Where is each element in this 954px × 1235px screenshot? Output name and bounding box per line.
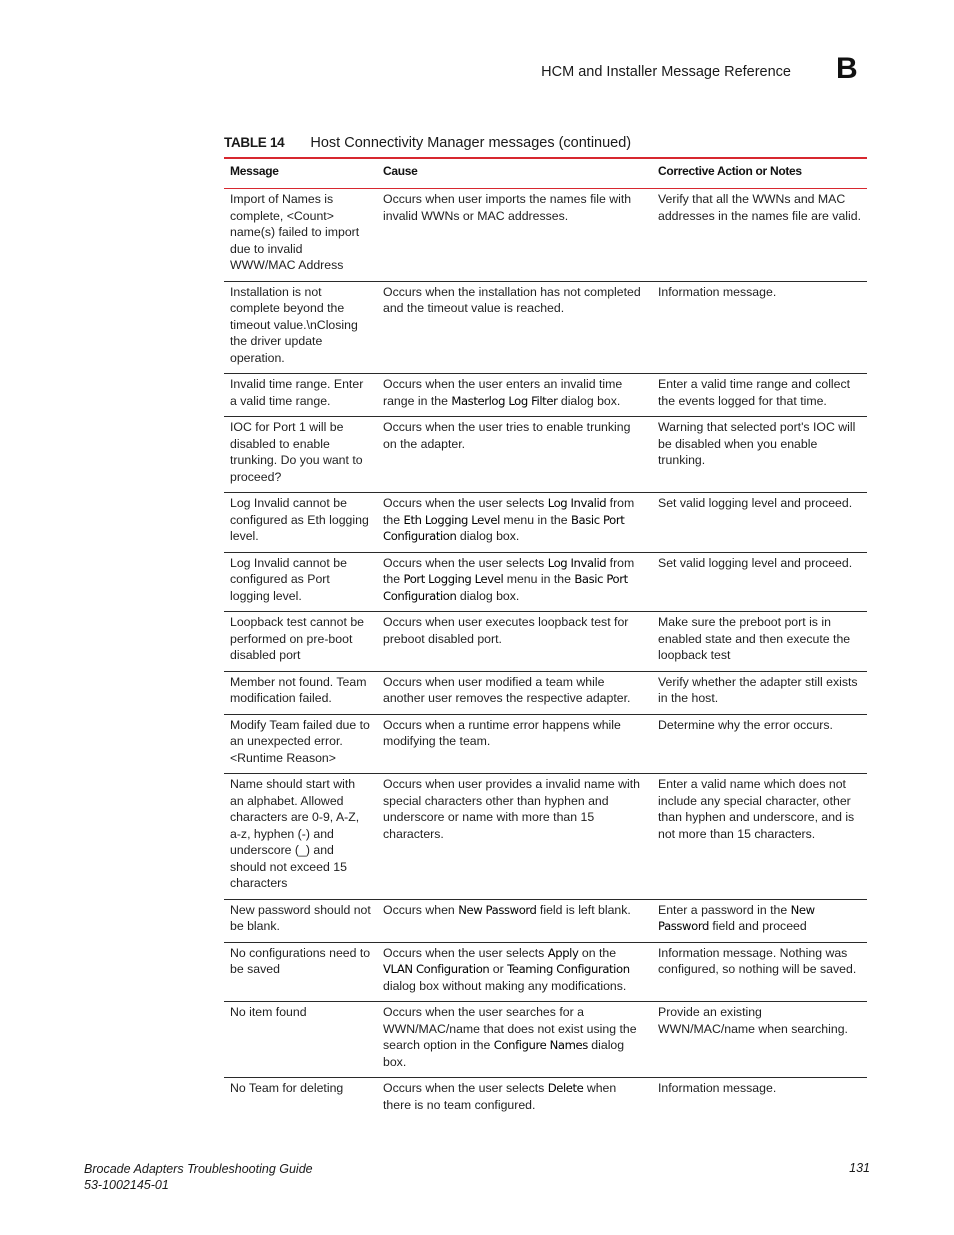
message-cell: No item found (224, 1002, 377, 1078)
action-cell (652, 774, 867, 900)
table-caption (224, 135, 631, 151)
message-cell: New password should not be blank. (224, 899, 377, 942)
text-run: Occurs when a runtime error happens while modifying the team. (383, 717, 621, 748)
message-cell: Log Invalid cannot be configured as Port logging level. (224, 552, 377, 612)
cause-cell (377, 189, 652, 282)
text-run: or (489, 962, 508, 976)
text-run: from the (383, 555, 635, 586)
table-row (224, 493, 867, 553)
ui-element-name: Log Invalid (547, 555, 607, 570)
message-cell: Member not found. Team modification failed. (224, 671, 377, 714)
table-row (224, 774, 867, 900)
action-cell (652, 281, 867, 374)
ui-element-name: New Password (658, 902, 815, 933)
text-run: Occurs when the user selects (383, 555, 548, 570)
text-run: Occurs when the user selects (383, 1081, 548, 1095)
cause-cell (377, 1078, 652, 1121)
running-header-title: HCM and Installer Message Reference (541, 64, 791, 80)
text-run: Occurs when the installation has not completed and the timeout value is reached. (383, 284, 641, 315)
message-cell: Modify Team failed due to an unexpected error. <Runtime Reason> (224, 714, 377, 774)
ui-element-name: Eth Logging Level (403, 512, 500, 527)
ui-element-name: Masterlog Log Filter (451, 393, 558, 408)
footer-doc-title: Brocade Adapters Troubleshooting Guide (84, 1162, 313, 1176)
message-cell: Installation is not complete beyond the timeout value.\nClosing the driver update operation. (224, 281, 377, 374)
text-run: Occurs when user imports the names file with invalid WWNs or MAC addresses. (383, 192, 632, 223)
column-header-cause: Cause (377, 158, 652, 189)
text-run: Occurs when (383, 902, 459, 917)
cause-cell (377, 1002, 652, 1078)
text-run: Occurs when the user tries to enable trunking on the adapter. (383, 420, 631, 451)
text-run: Set valid logging level and proceed. (658, 555, 853, 570)
ui-element-name: Log Invalid (547, 496, 607, 510)
text-run: when there is no team configured. (383, 1081, 617, 1112)
text-run: dialog box. (383, 1038, 625, 1069)
messages-table (224, 157, 867, 1120)
text-run: Information message. (658, 284, 777, 299)
text-run: Occurs when the user selects (383, 496, 548, 510)
text-run: menu in the (499, 512, 571, 527)
text-run: Set valid logging level and proceed. (658, 496, 853, 510)
action-cell (652, 1078, 867, 1121)
ui-element-name: VLAN Configuration (383, 962, 490, 976)
text-run: dialog box. (456, 588, 520, 603)
message-cell: IOC for Port 1 will be disabled to enable trunking. Do you want to proceed? (224, 417, 377, 493)
cause-cell (377, 493, 652, 553)
text-run: from the (383, 496, 635, 527)
text-run: dialog box. (456, 529, 520, 543)
text-run: Enter a valid time range and collect the events logged for that time. (658, 377, 851, 408)
cause-cell (377, 552, 652, 612)
cause-cell (377, 774, 652, 900)
cause-cell (377, 714, 652, 774)
table-number: TABLE 14 (224, 135, 285, 150)
message-cell: Log Invalid cannot be configured as Eth logging level. (224, 493, 377, 553)
text-run: Occurs when the user enters an invalid time range in the (383, 377, 623, 408)
text-run: Occurs when the user selects (383, 945, 548, 960)
ui-element-name: New Password (458, 902, 537, 917)
cause-cell (377, 417, 652, 493)
action-cell (652, 189, 867, 282)
message-cell: Invalid time range. Enter a valid time range. (224, 374, 377, 417)
cause-cell (377, 281, 652, 374)
table-header-row (224, 158, 867, 189)
ui-element-name: Port Logging Level (403, 572, 504, 586)
action-cell (652, 612, 867, 672)
action-cell (652, 942, 867, 1002)
cause-cell (377, 374, 652, 417)
text-run: Occurs when user modified a team while another user removes the respective adapter. (383, 674, 631, 705)
message-cell: Name should start with an alphabet. Allowed characters are 0-9, A-Z, a-z, hyphen (-) and underscore (_) and should not exceed 15 characters (224, 774, 377, 900)
cause-cell (377, 899, 652, 942)
text-run: dialog box. (557, 393, 621, 408)
table-row (224, 899, 867, 942)
action-cell (652, 552, 867, 612)
ui-element-name: Basic Port Configuration (383, 572, 628, 603)
table-row (224, 612, 867, 672)
text-run: field is left blank. (536, 902, 631, 917)
text-run: Determine why the error occurs. (658, 717, 833, 732)
text-run: Warning that selected port's IOC will be disabled when you enable trunking. (658, 420, 856, 467)
message-cell: Loopback test cannot be performed on pre-boot disabled port (224, 612, 377, 672)
text-run: Provide an existing WWN/MAC/name when searching. (658, 1005, 848, 1036)
ui-element-name: Basic Port Configuration (383, 512, 625, 543)
footer-doc-info (84, 1161, 313, 1193)
action-cell (652, 374, 867, 417)
action-cell (652, 671, 867, 714)
cause-cell (377, 671, 652, 714)
column-header-message: Message (224, 158, 377, 189)
message-cell: No Team for deleting (230, 1081, 344, 1095)
table-row (224, 942, 867, 1002)
table-row (224, 1078, 867, 1121)
action-cell (652, 899, 867, 942)
text-run: Occurs when the user searches for a WWN/MAC/name that does not exist using the search option in the (383, 1005, 637, 1052)
column-header-action: Corrective Action or Notes (652, 158, 867, 189)
text-run: dialog box without making any modifications. (383, 978, 627, 993)
action-cell (652, 1002, 867, 1078)
table-row (224, 281, 867, 374)
table-row (224, 552, 867, 612)
text-run: field and proceed (708, 919, 807, 933)
page-number: 131 (849, 1161, 870, 1175)
text-run: Occurs when user executes loopback test for preboot disabled port. (383, 615, 629, 646)
text-run: Verify that all the WWNs and MAC addresses in the names file are valid. (658, 192, 862, 223)
text-run: menu in the (503, 572, 575, 586)
action-cell (652, 493, 867, 553)
table-row (224, 417, 867, 493)
cause-cell (377, 942, 652, 1002)
table-row (224, 671, 867, 714)
ui-element-name: Teaming Configuration (507, 962, 630, 976)
text-run: Information message. (658, 1081, 777, 1095)
action-cell (652, 714, 867, 774)
message-cell: No configurations need to be saved (224, 942, 377, 1002)
cause-cell (377, 612, 652, 672)
footer-doc-number: 53-1002145-01 (84, 1178, 169, 1192)
text-run: Make sure the preboot port is in enabled state and then execute the loopback test (658, 615, 851, 662)
table-body (224, 189, 867, 1121)
text-run: on the (578, 945, 617, 960)
table-row (224, 714, 867, 774)
table-row (224, 189, 867, 282)
ui-element-name: Configure Names (493, 1038, 588, 1052)
text-run: Verify whether the adapter still exists in the host. (658, 674, 858, 705)
action-cell (652, 417, 867, 493)
ui-element-name: Delete (547, 1081, 584, 1095)
text-run: Occurs when user provides a invalid name with special characters other than hyphen and underscore or name with more than 15 characters. (383, 777, 640, 841)
table-title: Host Connectivity Manager messages (continued) (310, 135, 632, 151)
ui-element-name: Apply (547, 945, 579, 960)
table-row (224, 1002, 867, 1078)
text-run: Enter a password in the (658, 902, 791, 917)
appendix-letter: B (836, 52, 858, 85)
table-row (224, 374, 867, 417)
text-run: Enter a valid name which does not include any special character, other than hyphen and underscore, and is not more than 15 characters. (658, 777, 855, 841)
text-run: Information message. Nothing was configured, so nothing will be saved. (658, 945, 857, 976)
message-cell: Import of Names is complete, <Count> name(s) failed to import due to invalid WWW/MAC Address (224, 189, 377, 282)
